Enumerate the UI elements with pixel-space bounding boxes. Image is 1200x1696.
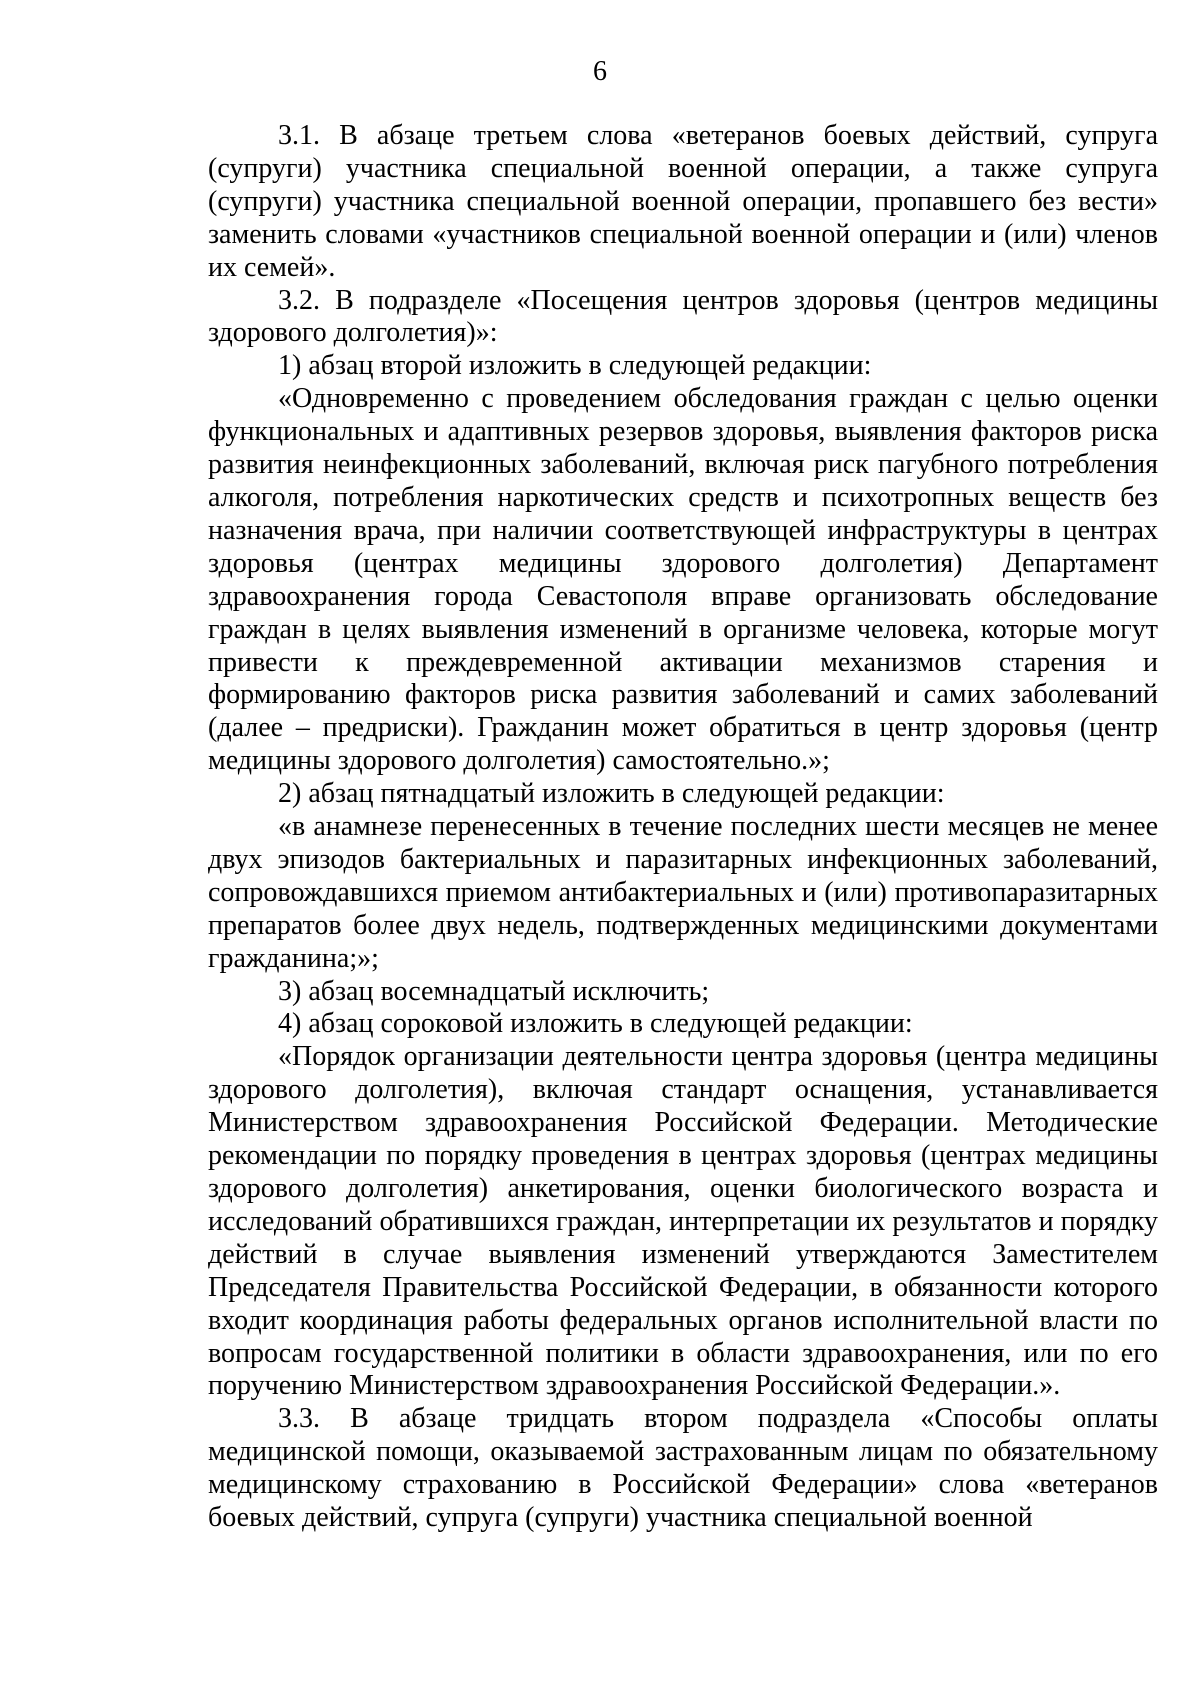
paragraph-quote-1: «Одновременно с проведением обследования граждан с целью оценки функциональных и адаптивных резервов здоровья, выявления факторов риска развития неинфекционных заболеваний, включая риск пагубного потребления алкоголя, потребления наркотических средств и психотропных веществ без назначения врача, при наличии соответствующей инфраструктуры в центрах здоровья (центрах медицины здорового долголетия) Департамент здравоохранения города Севастополя вправе организовать обследование граждан в целях выявления изменений в организме человека, которые могут привести к преждевременной активации механизмов старения и формированию факторов риска развития заболеваний и самих заболеваний (далее – предриски). Гражданин может обратиться в центр здоровья (центр медицины здорового долголетия) самостоятельно.»; [208, 383, 1158, 777]
paragraph-3-3: 3.3. В абзаце тридцать втором подраздела «Способы оплаты медицинской помощи, оказываемой застрахованным лицам по обязательному медицинскому страхованию в Российской Федерации» слова «ветеранов боевых действий, супруга (супруги) участника специальной военной [208, 1403, 1158, 1534]
paragraph-quote-2: «в анамнезе перенесенных в течение последних шести месяцев не менее двух эпизодов бактериальных и паразитарных инфекционных заболеваний, сопровождавшихся приемом антибактериальных и (или) противопаразитарных препаратов более двух недель, подтвержденных медицинскими документами гражданина;»; [208, 811, 1158, 974]
page-number: 6 [593, 56, 607, 87]
paragraph-item-1: 1) абзац второй изложить в следующей редакции: [278, 350, 872, 382]
paragraph-item-3: 3) абзац восемнадцатый исключить; [278, 975, 710, 1007]
document-body [208, 120, 1158, 1535]
paragraph-3-1: 3.1. В абзаце третьем слова «ветеранов боевых действий, супруга (супруги) участника специальной военной операции, а также супруга (супруги) участника специальной военной операции, пропавшего без вести» заменить словами «участников специальной военной операции и (или) членов их семей». [208, 120, 1158, 283]
paragraph-quote-4: «Порядок организации деятельности центра здоровья (центра медицины здорового долголетия), включая стандарт оснащения, устанавливается Министерством здравоохранения Российской Федерации. Методические рекомендации по порядку проведения в центрах здоровья (центрах медицины здорового долголетия) анкетирования, оценки биологического возраста и исследований обратившихся граждан, интерпретации их результатов и порядку действий в случае выявления изменений утверждаются Заместителем Председателя Правительства Российской Федерации, в обязанности которого входит координация работы федеральных органов исполнительной власти по вопросам государственной политики в области здравоохранения, или по его поручению Министерством здравоохранения Российской Федерации.». [208, 1041, 1158, 1402]
paragraph-3-2: 3.2. В подразделе «Посещения центров здоровья (центров медицины здорового долголетия)»: [208, 284, 1158, 349]
paragraph-item-2: 2) абзац пятнадцатый изложить в следующей редакции: [278, 778, 945, 810]
paragraph-item-4: 4) абзац сороковой изложить в следующей редакции: [278, 1008, 913, 1040]
